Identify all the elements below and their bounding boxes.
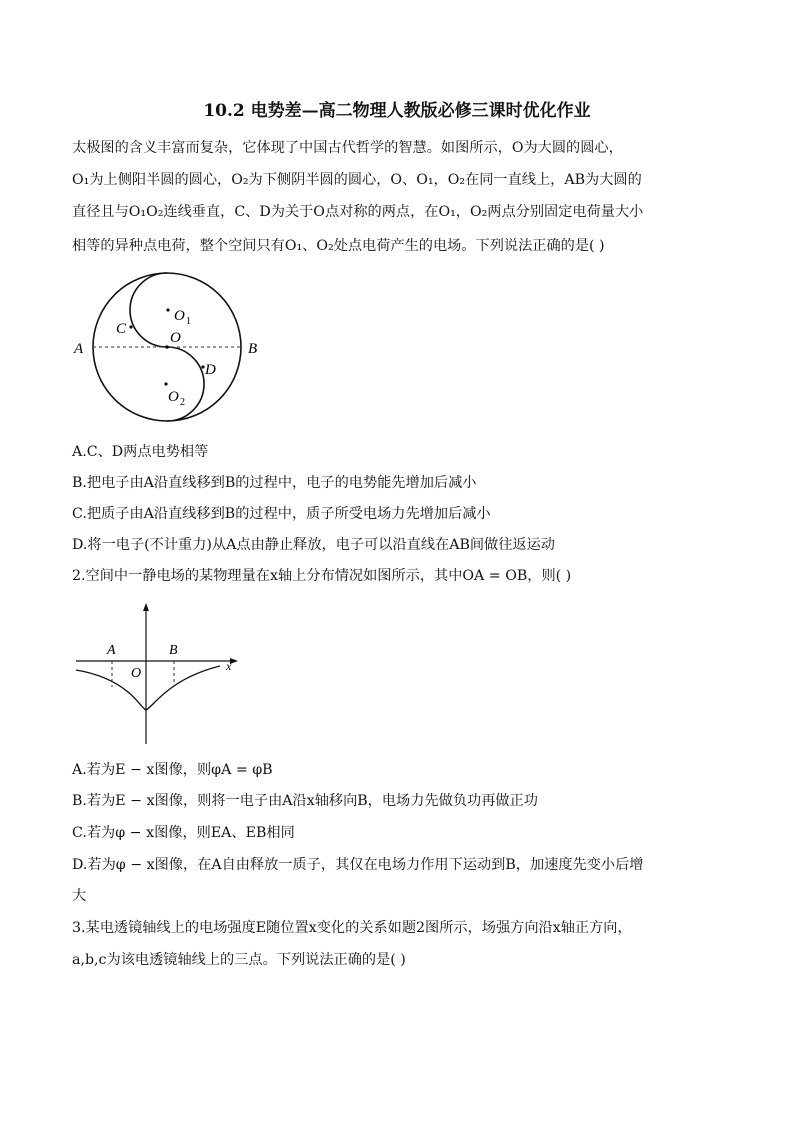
q1-line-2: O₁为上侧阳半圆的圆心，O₂为下侧阴半圆的圆心，O、O₁，O₂在同一直线上，AB为大圆的 xyxy=(72,172,642,188)
label-O2: O xyxy=(168,389,179,405)
q2-stem: 2.空间中一静电场的某物理量在x轴上分布情况如图所示，其中OA = OB，则( ) xyxy=(72,568,572,584)
graph-label-A: A xyxy=(107,643,116,658)
q2-option-d: D.若为φ − x图像，在A自由释放一质子，其仅在电场力作用下运动到B，加速度先变小后增 xyxy=(72,857,644,873)
label-C: C xyxy=(116,321,127,337)
q2-option-b: B.若为E − x图像，则将一电子由A沿x轴移向B，电场力先做负功再做正功 xyxy=(72,793,538,809)
q3-line-2: a,b,c为该电透镜轴线上的三点。下列说法正确的是( ) xyxy=(72,952,406,968)
q1-option-c: C.把质子由A沿直线移到B的过程中，质子所受电场力先增加后减小 xyxy=(72,506,491,522)
q2-option-d-continued: 大 xyxy=(72,888,87,904)
label-A: A xyxy=(74,341,84,357)
graph-label-B: B xyxy=(169,643,178,658)
q2-graph-figure xyxy=(70,598,250,746)
label-O: O xyxy=(170,330,181,346)
label-B: B xyxy=(248,341,258,357)
q1-line-4: 相等的异种点电荷，整个空间只有O₁、O₂处点电荷产生的电场。下列说法正确的是( ) xyxy=(72,238,605,254)
graph-label-O: O xyxy=(131,666,142,681)
q1-option-d: D.将一电子(不计重力)从A点由静止释放，电子可以沿直线在AB间做往返运动 xyxy=(72,537,555,553)
label-O2-sub: 2 xyxy=(180,397,185,408)
page-title: 10.2 电势差—高二物理人教版必修三课时优化作业 xyxy=(203,101,591,121)
q3-line-1: 3.某电透镜轴线上的电场强度E随位置x变化的关系如题2图所示，场强方向沿x轴正方向， xyxy=(72,920,632,936)
label-O1: O xyxy=(174,308,185,324)
taiji-figure xyxy=(70,270,270,430)
q1-line-3: 直径且与O₁O₂连线垂直，C、D为关于O点对称的两点，在O₁，O₂两点分别固定电荷量大小 xyxy=(72,204,644,220)
label-O1-sub: 1 xyxy=(186,316,191,327)
q1-option-b: B.把电子由A沿直线移到B的过程中，电子的电势能先增加后减小 xyxy=(72,475,477,491)
q2-option-c: C.若为φ − x图像，则EA、EB相同 xyxy=(72,825,295,841)
label-D: D xyxy=(205,362,216,378)
q2-option-a: A.若为E − x图像，则φA = φB xyxy=(72,762,273,778)
q1-option-a: A.C、D两点电势相等 xyxy=(72,444,209,460)
graph-label-x: x xyxy=(226,659,232,673)
q1-line-1: 太极图的含义丰富而复杂，它体现了中国古代哲学的智慧。如图所示，O为大圆的圆心， xyxy=(72,140,623,156)
